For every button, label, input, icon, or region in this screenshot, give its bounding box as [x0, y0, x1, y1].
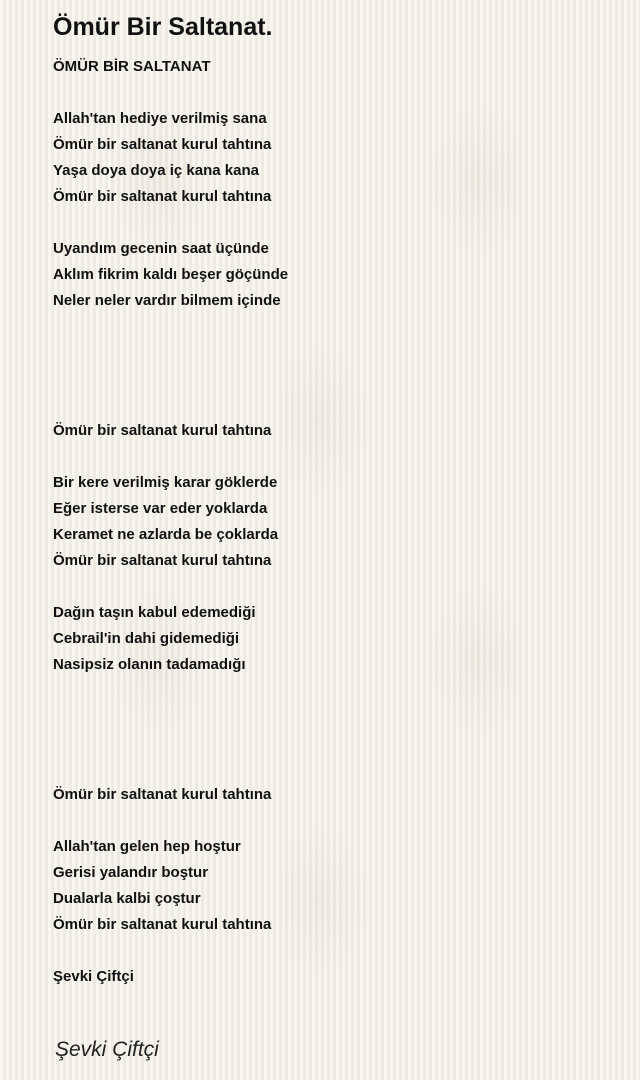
stanza-gap [53, 314, 288, 340]
poem-line: Ömür bir saltanat kurul tahtına [53, 786, 272, 803]
stanza-2 [53, 236, 288, 314]
poem-subtitle: ÖMÜR BİR SALTANAT [53, 58, 211, 75]
poem-line: Ömür bir saltanat kurul tahtına [53, 136, 272, 153]
stanza-gap [53, 392, 288, 418]
poem-author: Şevki Çiftçi [53, 968, 134, 985]
stanza-gap [53, 756, 288, 782]
stanza-gap [53, 210, 288, 236]
poem-line: Gerisi yalandır boştur [53, 864, 209, 881]
stanza-4 [53, 470, 288, 574]
poem-line: Allah'tan hediye verilmiş sana [53, 110, 267, 127]
stanza-5 [53, 600, 288, 678]
poem-line: Dualarla kalbi çoştur [53, 890, 201, 907]
stanza-1 [53, 106, 288, 210]
stanza-3 [53, 418, 288, 444]
poem-title: Ömür Bir Saltanat. [53, 13, 273, 41]
stanza-gap [53, 730, 288, 756]
poem-line: Eğer isterse var eder yoklarda [53, 500, 268, 517]
poem-line: Ömür bir saltanat kurul tahtına [53, 552, 272, 569]
stanza-gap [53, 678, 288, 704]
poem-body [53, 54, 288, 990]
poem-line: Uyandım gecenin saat üçünde [53, 240, 269, 257]
poem-line: Ömür bir saltanat kurul tahtına [53, 422, 272, 439]
poem-line: Neler neler vardır bilmem içinde [53, 292, 281, 309]
stanza-gap [53, 444, 288, 470]
stanza-gap [53, 574, 288, 600]
poem-line: Ömür bir saltanat kurul tahtına [53, 916, 272, 933]
poem-line: Nasipsiz olanın tadamadığı [53, 656, 246, 673]
stanza-6 [53, 782, 288, 808]
author-signature: Şevki Çiftçi [55, 1038, 159, 1061]
stanza-gap [53, 340, 288, 366]
stanza-gap [53, 80, 288, 106]
poem-line: Keramet ne azlarda be çoklarda [53, 526, 279, 543]
poem-line: Dağın taşın kabul edemediği [53, 604, 256, 621]
stanza-gap [53, 938, 288, 964]
poem-line: Yaşa doya doya iç kana kana [53, 162, 259, 179]
stanza-gap [53, 808, 288, 834]
stanza-7 [53, 834, 288, 938]
poem-line: Cebrail'in dahi gidemediği [53, 630, 240, 647]
poem-line: Bir kere verilmiş karar göklerde [53, 474, 278, 491]
poem-line: Allah'tan gelen hep hoştur [53, 838, 241, 855]
poem-line: Aklım fikrim kaldı beşer göçünde [53, 266, 289, 283]
poem-line: Ömür bir saltanat kurul tahtına [53, 188, 272, 205]
stanza-gap [53, 366, 288, 392]
stanza-gap [53, 704, 288, 730]
